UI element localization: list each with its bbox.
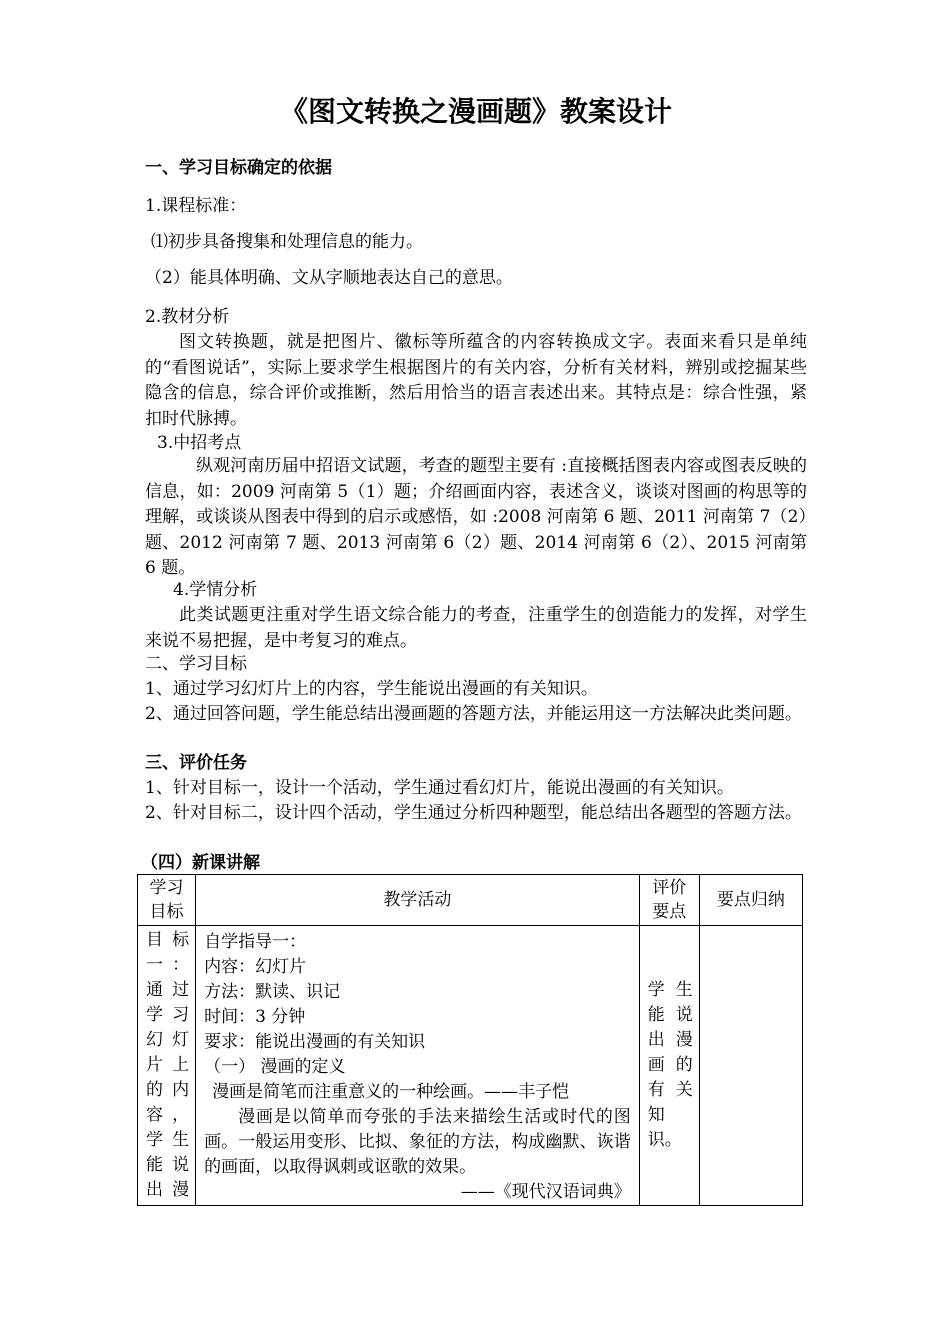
method-line: 方法：默读、识记 bbox=[204, 982, 341, 1002]
curriculum-item-1: ⑴初步具备搜集和处理信息的能力。 bbox=[151, 232, 423, 252]
header-goal: 学习目标 bbox=[138, 875, 196, 926]
document-title: 《图文转换之漫画题》教案设计 bbox=[279, 95, 672, 128]
curriculum-label: 1.课程标准： bbox=[145, 196, 247, 216]
goal-item-1: 1、通过学习幻灯片上的内容，学生能说出漫画的有关知识。 bbox=[145, 679, 598, 699]
goal-item-2: 2、通过回答问题，学生能总结出漫画题的答题方法，并能运用这一方法解决此类问题。 bbox=[145, 704, 802, 724]
lesson-table bbox=[137, 874, 803, 1206]
header-eval: 评价要点 bbox=[639, 875, 699, 926]
task-item-2: 2、针对目标二，设计四个活动，学生通过分析四种题型，能总结出各题型的答题方法。 bbox=[145, 803, 802, 823]
student-text: 此类试题更注重对学生语文综合能力的考查，注重学生的创造能力的发挥，对学生来说不易把握，是中考复习的难点。 bbox=[145, 605, 807, 651]
definition-2-source: ——《现代汉语词典》 bbox=[460, 1182, 631, 1202]
time-line: 时间：3 分钟 bbox=[204, 1007, 306, 1027]
exam-text: 纵观河南历届中招语文试题，考查的题型主要有 :直接概括图表内容或图表反映的信息，如：2009 河南第 5（1）题；介绍画面内容，表述含义，谈谈对图画的构思等的理解，或谈谈从图表中得到的启示或感悟，如 :2008 河南第 6 题、2011 河南第 7（2）题、2012 河南第 7 题、2013 河南第 6（2）题、2014 河南第 6（2）、2015 河南第 6 题。 bbox=[145, 456, 807, 578]
section3-heading: 三、评价任务 bbox=[145, 753, 247, 773]
header-activity: 教学活动 bbox=[196, 875, 640, 926]
section2-heading: 二、学习目标 bbox=[145, 654, 247, 674]
summary-cell bbox=[699, 926, 802, 1206]
eval-cell: 学生 能说 出漫 画的 有关 知 识。 bbox=[639, 926, 699, 1206]
curriculum-item-2: （2）能具体明确、文从字顺地表达自己的意思。 bbox=[145, 268, 513, 288]
task-item-1: 1、针对目标一，设计一个活动，学生通过看幻灯片，能说出漫画的有关知识。 bbox=[145, 778, 734, 798]
textbook-label: 2.教材分析 bbox=[145, 307, 230, 327]
definition-1: 漫画是简笔而注重意义的一种绘画。——丰子恺 bbox=[212, 1082, 570, 1102]
section1-heading: 一、学习目标确定的依据 bbox=[145, 158, 332, 178]
requirement-line: 要求：能说出漫画的有关知识 bbox=[204, 1032, 426, 1052]
textbook-text: 图文转换题，就是把图片、徽标等所蕴含的内容转换成文字。表面来看只是单纯的“看图说话”，实际上要求学生根据图片的有关内容，分析有关材料，辨别或挖掘某些隐含的信息，综合评价或推断，然后用恰当的语言表述出来。其特点是：综合性强，紧扣时代脉搏。 bbox=[145, 332, 807, 429]
table-header-row bbox=[138, 875, 803, 926]
definition-2: 漫画是以简单而夸张的手法来描绘生活或时代的图画。一般运用变形、比拟、象征的方法，构成幽默、诙谐的画面，以取得讽刺或讴歌的效果。 bbox=[204, 1107, 631, 1177]
guide-label: 自学指导一： bbox=[204, 932, 307, 952]
goal-cell: 目标一： 通过 学习 幻灯 片上 的内 容， 学生 能说 出漫 bbox=[138, 926, 196, 1206]
table-row bbox=[138, 926, 803, 1206]
definition-subheading: （一） 漫画的定义 bbox=[204, 1057, 346, 1077]
section4-heading: （四）新课讲解 bbox=[141, 853, 260, 873]
content-line: 内容：幻灯片 bbox=[204, 957, 307, 977]
exam-label: 3.中招考点 bbox=[157, 433, 242, 453]
student-label: 4.学情分析 bbox=[173, 580, 258, 600]
activity-cell bbox=[196, 926, 640, 1206]
header-summary: 要点归纳 bbox=[699, 875, 802, 926]
